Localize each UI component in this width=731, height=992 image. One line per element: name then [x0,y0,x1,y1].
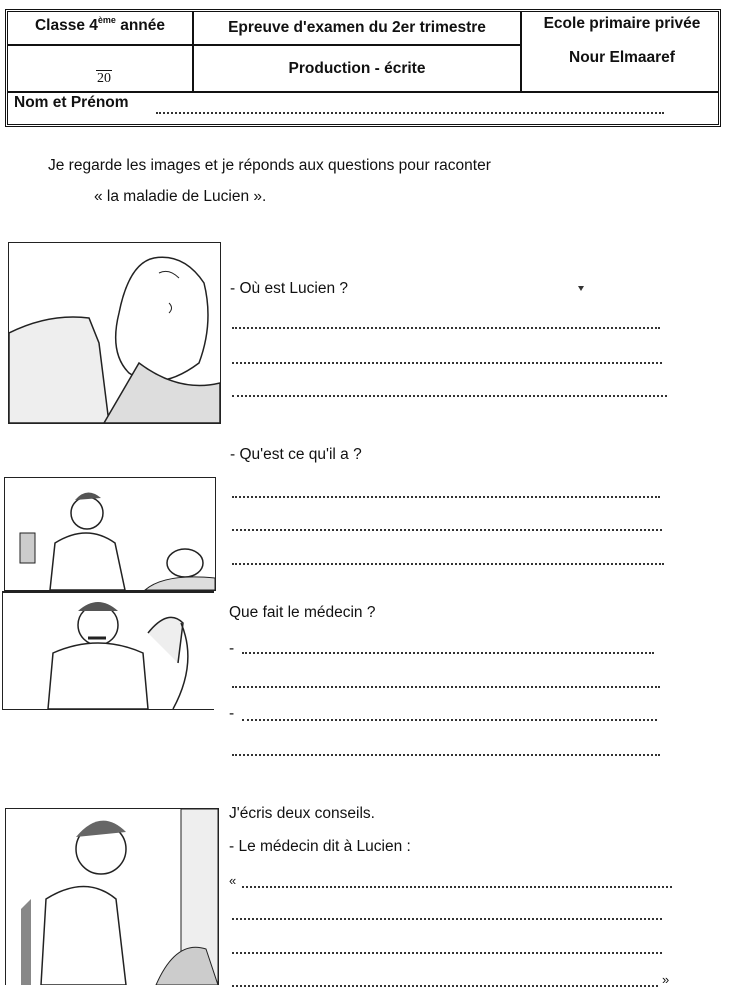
answer-line[interactable] [232,916,662,920]
answer-line[interactable] [232,360,662,364]
doctor-examining-lucien-illustration [4,477,216,591]
instruction-two-advices: J'écris deux conseils. [229,805,375,822]
answer-bullet: - [229,640,235,657]
doctor-stethoscope-icon [5,478,215,590]
subquestion-doctor-says: - Le médecin dit à Lucien : [229,838,411,855]
answer-line[interactable] [242,650,654,654]
exam-header-table [5,9,721,127]
doctor-profile-icon [6,809,218,985]
question-what-does-doctor-do: Que fait le médecin ? [229,604,376,621]
score-denominator: 20 [97,71,111,86]
exam-title: Epreuve d'examen du 2er trimestre [228,19,486,36]
question-what-does-he-have: - Qu'est ce qu'il a ? [230,446,362,463]
doctor-desk-icon [3,593,214,709]
answer-line[interactable] [242,884,672,888]
class-label: Classe 4ème année [34,15,166,34]
lucien-in-bed-icon [9,243,220,423]
answer-line[interactable] [232,561,664,565]
doctor-at-desk-illustration [2,591,214,710]
header-divider [8,91,718,93]
name-answer-line[interactable] [156,110,664,114]
close-quote: » [662,972,670,987]
question-where-is-lucien: - Où est Lucien ? [230,280,349,297]
intro-line-2: « la maladie de Lucien ». [94,188,267,205]
doctor-talking-to-lucien-illustration [5,808,219,985]
intro-line-1: Je regarde les images et je réponds aux questions pour raconter [48,157,491,174]
answer-line[interactable] [232,684,660,688]
stray-mark-icon [578,286,584,291]
answer-line[interactable] [232,950,662,954]
answer-line[interactable] [242,717,657,721]
subject-title: Production - écrite [288,60,426,77]
answer-line[interactable] [232,325,660,329]
answer-line[interactable] [232,983,658,987]
answer-line[interactable] [232,752,660,756]
open-quote: « [229,873,237,888]
lucien-in-bed-illustration [8,242,221,424]
name-field[interactable] [14,94,129,112]
school-type: Ecole primaire privée [543,15,701,32]
school-name: Nour Elmaaref [569,49,675,66]
header-divider [8,44,520,46]
answer-line[interactable] [232,393,667,397]
answer-bullet: - [229,705,235,722]
answer-line[interactable] [232,494,660,498]
answer-line[interactable] [232,527,662,531]
name-label: Nom et Prénom [14,94,129,111]
